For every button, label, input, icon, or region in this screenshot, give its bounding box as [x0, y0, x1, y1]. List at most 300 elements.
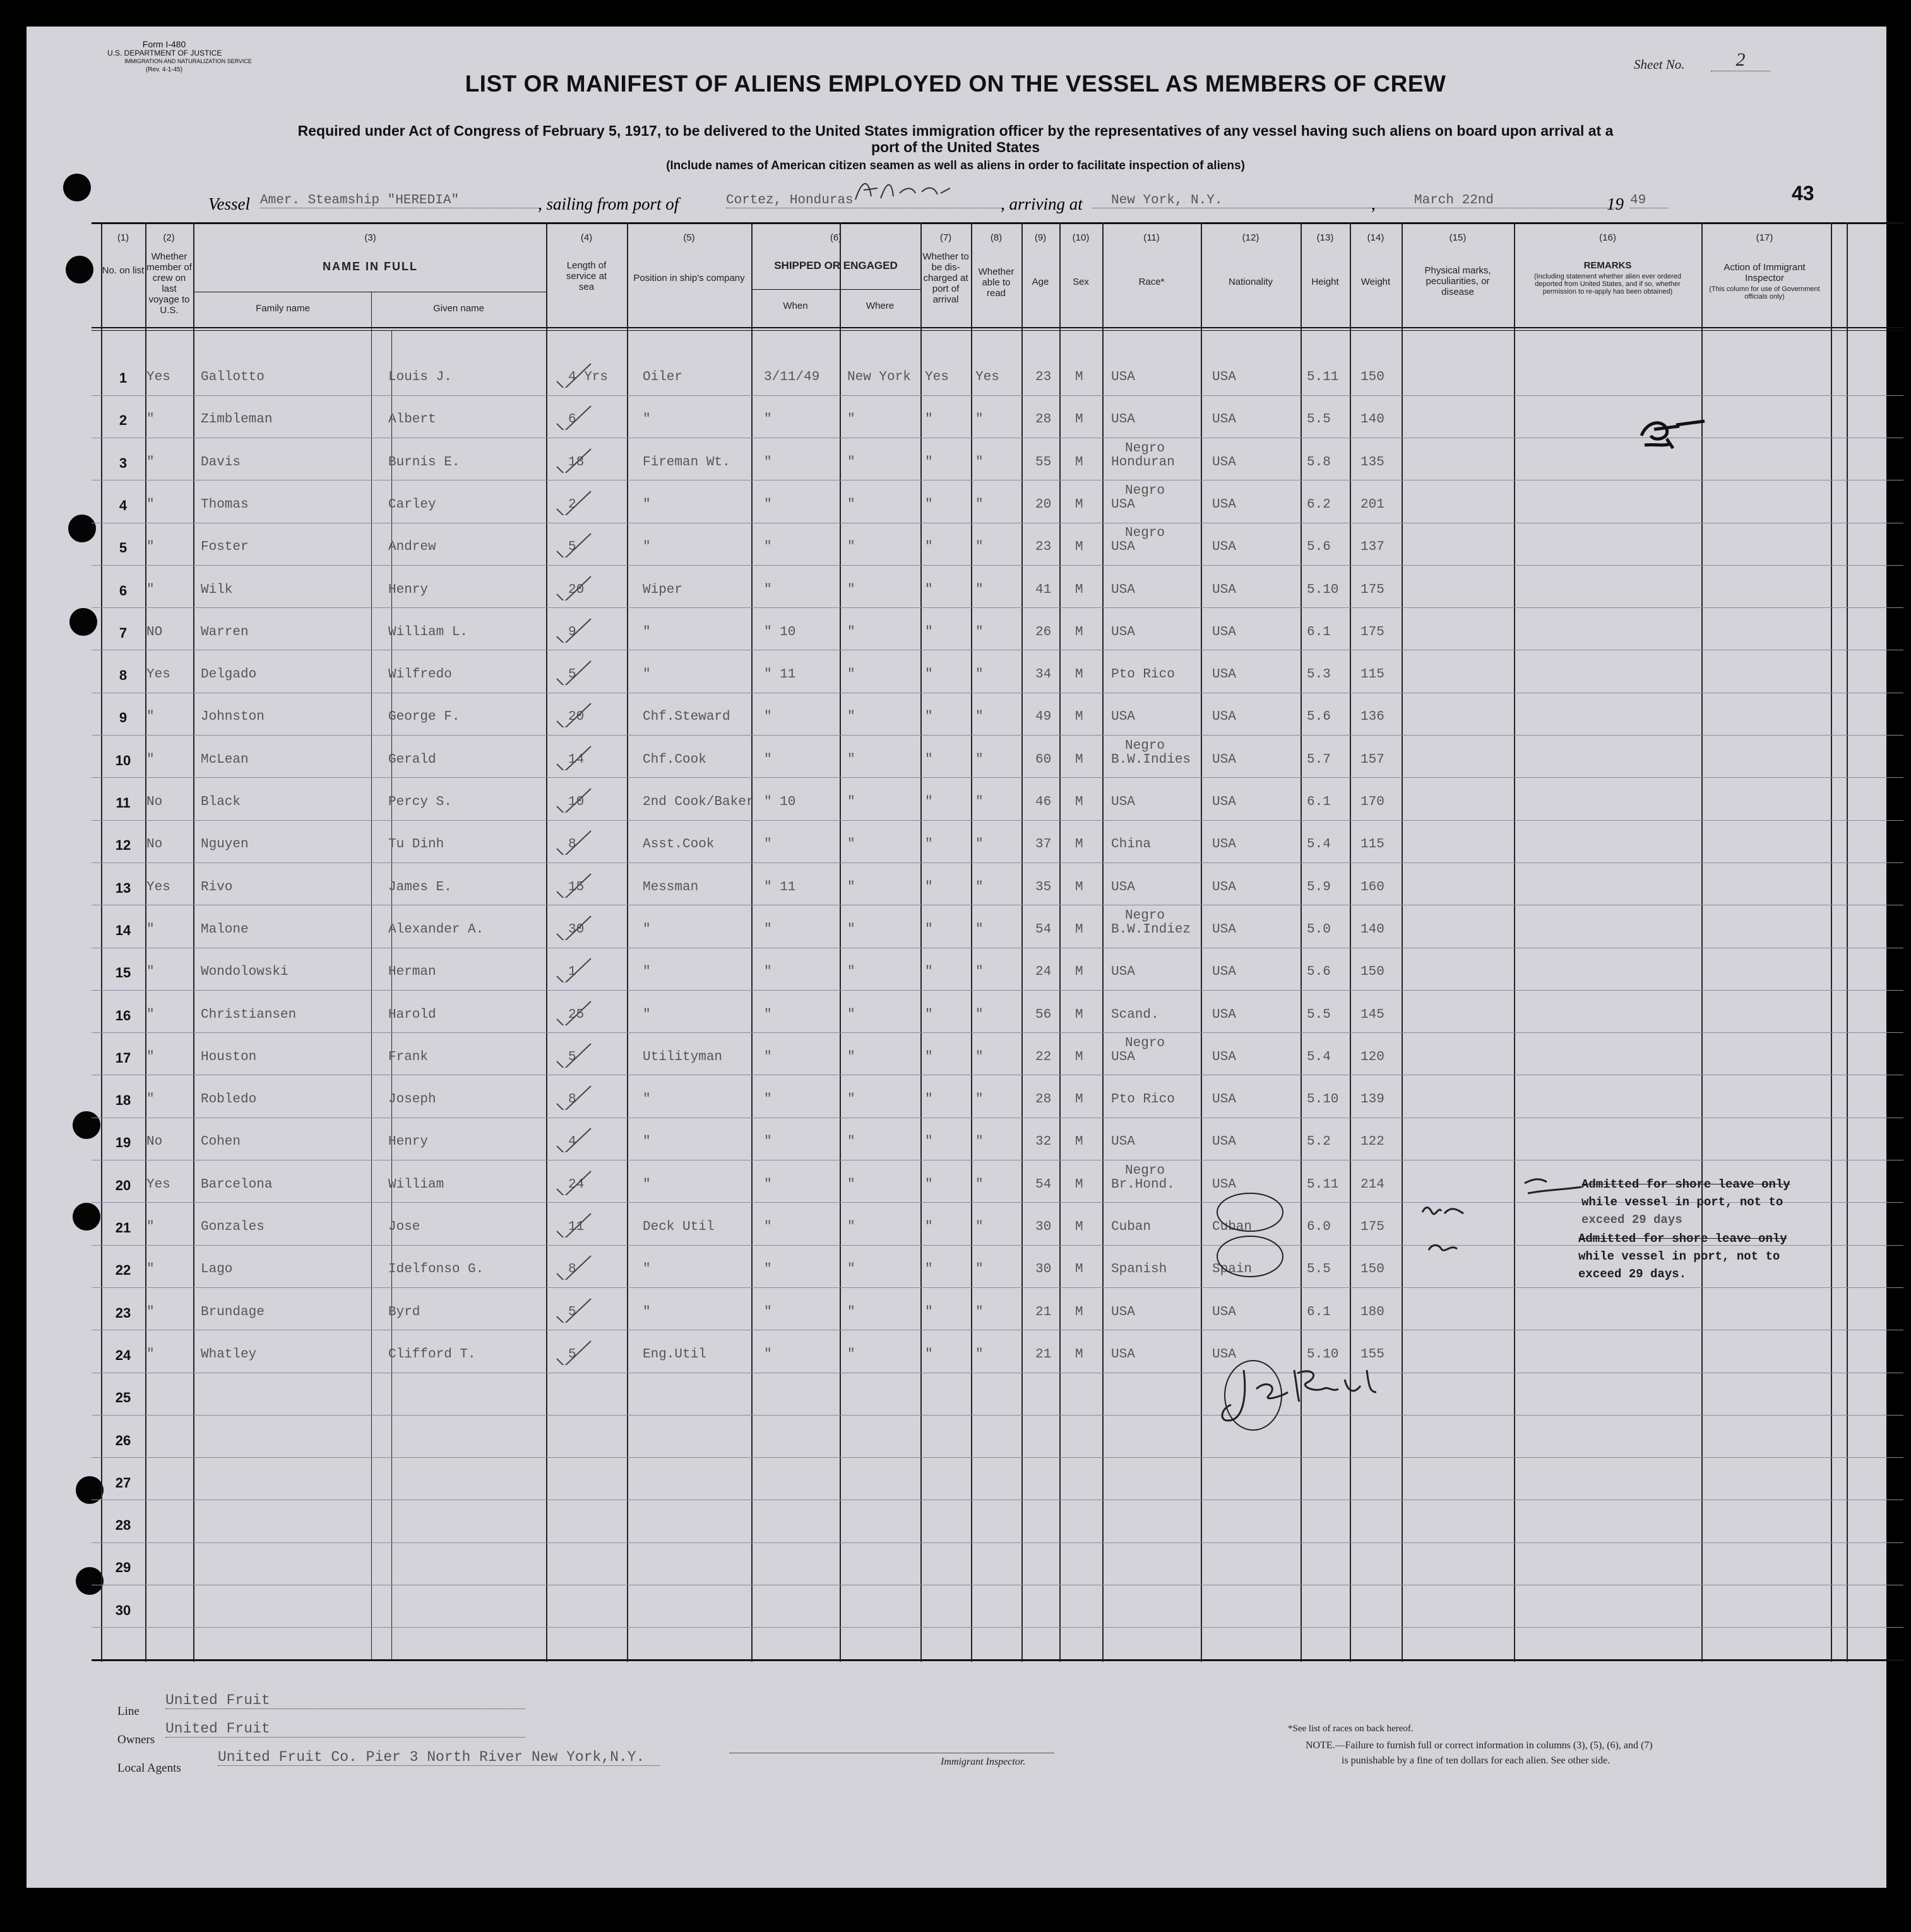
cell-given-name: Joseph [388, 1092, 436, 1107]
cell-last-voyage: " [146, 1007, 155, 1022]
row-number: 26 [115, 1432, 131, 1448]
cell-shipped-when: " [764, 1092, 772, 1107]
cell-service-length: 5 [568, 667, 576, 683]
shore-leave-stamp-2 [1578, 1230, 1787, 1283]
cell-sex: M [1075, 667, 1083, 683]
cell-race: Honduran [1111, 455, 1175, 470]
cell-height: 6.1 [1307, 1304, 1331, 1320]
stamp-line: Admitted for shore leave only [1578, 1232, 1787, 1246]
cell-position: Deck Util [643, 1220, 715, 1234]
cell-last-voyage: Yes [146, 667, 170, 683]
cell-nationality: USA [1212, 1135, 1236, 1150]
check-mark-icon [556, 830, 600, 855]
cell-discharged: " [925, 1347, 933, 1362]
cell-shipped-where: " [847, 412, 855, 427]
cell-weight: 180 [1360, 1304, 1384, 1320]
cell-able-to-read: " [975, 1049, 984, 1064]
cell-shipped-where: " [847, 455, 855, 470]
department: U.S. DEPARTMENT OF JUSTICE [107, 49, 222, 57]
cell-able-to-read: " [975, 497, 984, 512]
cell-able-to-read: " [975, 1347, 984, 1362]
cell-shipped-when: 3/11/49 [764, 370, 820, 385]
cell-able-to-read: " [975, 1007, 984, 1022]
cell-sex: M [1075, 1049, 1083, 1064]
column-rule [1201, 222, 1202, 1662]
cell-family-name: Gonzales [201, 1220, 265, 1234]
cell-weight: 115 [1360, 667, 1384, 683]
cell-race: USA [1111, 370, 1135, 385]
cell-height: 5.6 [1307, 710, 1331, 725]
cell-position: " [643, 1262, 651, 1277]
punch-hole [63, 174, 91, 201]
cell-position: " [643, 1177, 651, 1192]
check-mark-icon [556, 1212, 600, 1237]
row-number: 29 [115, 1559, 131, 1576]
cell-age: 21 [1035, 1304, 1052, 1320]
cell-position: Asst.Cook [643, 837, 715, 852]
col-num-16: (16) [1599, 232, 1616, 243]
row-rule [92, 1032, 1903, 1033]
cell-age: 54 [1035, 922, 1052, 937]
row-rule [92, 1627, 1903, 1628]
cell-able-to-read: " [975, 412, 984, 427]
cell-shipped-when: " 10 [764, 624, 796, 640]
cell-discharged: " [925, 667, 933, 683]
cell-shipped-where: New York [847, 370, 911, 385]
cell-service-length: 10 [568, 795, 585, 809]
cell-nationality: USA [1212, 795, 1236, 809]
revision: (Rev. 4-1-45) [145, 66, 183, 73]
from-port: Cortez, Honduras [726, 193, 1004, 208]
cell-discharged: " [925, 1177, 933, 1192]
cell-able-to-read: " [975, 540, 984, 555]
arriving-port: New York, N.Y. [1092, 193, 1389, 208]
cell-family-name: Black [201, 795, 241, 809]
shore-leave-stamp [1581, 1176, 1790, 1229]
cell-service-length: 6 [568, 412, 576, 427]
cell-weight: 155 [1360, 1347, 1384, 1362]
cell-height: 5.10 [1307, 582, 1339, 597]
cell-given-name: Henry [388, 1135, 429, 1150]
table-top-rule [92, 222, 1903, 224]
cell-discharged: " [925, 1304, 933, 1320]
col-head-inspector: Action of Immigrant Inspector [1723, 262, 1806, 283]
cell-race: USA [1111, 412, 1135, 427]
penalty-note: NOTE.—Failure to furnish full or correct information in columns (3), (5), (6), and (7) [1306, 1740, 1653, 1751]
cell-shipped-when: " [764, 455, 772, 470]
col-num-3: (3) [364, 232, 376, 243]
cell-sex: M [1075, 1177, 1083, 1192]
cell-race: USA [1111, 1304, 1135, 1320]
cell-last-voyage: " [146, 1049, 155, 1064]
cell-shipped-when: " [764, 965, 772, 980]
column-rule [627, 222, 628, 1662]
cell-shipped-when: " [764, 1347, 772, 1362]
column-rule [1831, 222, 1832, 1662]
cell-weight: 150 [1360, 1262, 1384, 1277]
row-number: 13 [115, 880, 131, 896]
cell-race: USA [1111, 624, 1135, 640]
cell-sex: M [1075, 965, 1083, 980]
cell-position: " [643, 965, 651, 980]
cell-shipped-where: " [847, 624, 855, 640]
name-subrule [391, 331, 392, 1659]
page-number: 43 [1792, 182, 1814, 205]
cell-service-length: 25 [568, 1007, 585, 1022]
col-head-inspector-note: (This column for use of Government officials only) [1709, 285, 1820, 301]
cell-race: USA [1111, 1135, 1135, 1150]
row-rule [92, 862, 1903, 863]
cell-discharged: " [925, 1007, 933, 1022]
sailing-label: , sailing from port of [538, 194, 679, 213]
col-head-where: Where [866, 301, 895, 311]
column-rule [1847, 222, 1848, 1662]
cell-given-name: Wilfredo [388, 667, 452, 683]
row-number: 24 [115, 1347, 131, 1363]
cell-shipped-where: " [847, 1049, 855, 1064]
cell-position: " [643, 922, 651, 937]
stamp-line: exceed 29 days [1581, 1213, 1682, 1227]
cell-family-name: Wondolowski [201, 965, 289, 980]
shipped-header-rule [751, 289, 920, 290]
row-number: 2 [119, 412, 128, 429]
cell-sex: M [1075, 710, 1083, 725]
cell-able-to-read: " [975, 1135, 984, 1150]
col-num-6: (6) [830, 232, 842, 243]
cell-sex: M [1075, 1304, 1083, 1320]
cell-race: USA [1111, 880, 1135, 895]
cell-shipped-where: " [847, 1007, 855, 1022]
form-instruction: (Include names of American citizen seamen as well as aliens in order to facilitate inspection of aliens) [666, 159, 1245, 172]
cell-position: Wiper [643, 582, 683, 597]
col-head-physical-marks: Physical marks, peculiarities, or disease [1424, 265, 1491, 297]
cell-nationality: Cuban [1212, 1220, 1253, 1234]
cell-last-voyage: No [146, 837, 163, 852]
signature [1218, 1357, 1427, 1440]
check-mark-icon [556, 873, 600, 898]
cell-family-name: Nguyen [201, 837, 249, 852]
cell-sex: M [1075, 370, 1083, 385]
cell-shipped-when: " 11 [764, 667, 796, 683]
cell-nationality: USA [1212, 624, 1236, 640]
cell-nationality: USA [1212, 880, 1236, 895]
cell-position: Messman [643, 880, 699, 895]
cell-last-voyage: Yes [146, 370, 170, 385]
cell-family-name: Johnston [201, 710, 265, 725]
races-note: *See list of races on back hereof. [1288, 1724, 1414, 1734]
cell-service-length: 30 [568, 922, 585, 937]
cell-weight: 157 [1360, 752, 1384, 767]
cell-last-voyage: NO [146, 624, 163, 640]
cell-sex: M [1075, 922, 1083, 937]
cell-shipped-where: " [847, 1262, 855, 1277]
cell-shipped-where: " [847, 667, 855, 683]
cell-able-to-read: " [975, 624, 984, 640]
cell-last-voyage: " [146, 540, 155, 555]
cell-service-length: 4 Yrs [568, 370, 609, 385]
cell-service-length: 5 [568, 540, 576, 555]
cell-able-to-read: " [975, 667, 984, 683]
col-head-weight: Weight [1360, 277, 1391, 287]
cell-position: " [643, 1092, 651, 1107]
given-name-rule [371, 292, 372, 1659]
cell-last-voyage: Yes [146, 880, 170, 895]
cell-shipped-where: " [847, 837, 855, 852]
cell-family-name: Davis [201, 455, 241, 470]
cell-height: 5.6 [1307, 540, 1331, 555]
cell-position: Utilityman [643, 1049, 723, 1064]
row-number: 25 [115, 1390, 131, 1406]
col-head-remarks-note: (Including statement whether alien ever ordered deported from United States, and if so, whether permission to re-apply has been obtained) [1534, 273, 1681, 295]
cell-shipped-when: " [764, 922, 772, 937]
footer-agents: United Fruit Co. Pier 3 North River New York,N.Y. [218, 1749, 660, 1766]
form-number: Form I-480 [142, 39, 186, 49]
sheet-number-value: 2 [1711, 49, 1770, 71]
cell-given-name: Harold [388, 1007, 436, 1022]
cell-nationality: USA [1212, 667, 1236, 683]
row-rule [92, 777, 1903, 778]
cell-last-voyage: No [146, 1135, 163, 1150]
cell-service-length: 14 [568, 752, 585, 767]
cell-able-to-read: " [975, 965, 984, 980]
check-mark-icon [556, 532, 600, 558]
cell-last-voyage: " [146, 1304, 155, 1320]
cell-service-length: 8 [568, 1092, 576, 1107]
cell-sex: M [1075, 1220, 1083, 1234]
cell-position: 2nd Cook/Baker [643, 795, 754, 809]
check-mark-icon [556, 1042, 600, 1068]
check-mark-icon [556, 745, 600, 770]
col-num-11: (11) [1143, 232, 1160, 243]
cell-age: 46 [1035, 795, 1052, 809]
row-number: 19 [115, 1135, 131, 1151]
cell-height: 5.11 [1307, 1177, 1339, 1192]
cell-shipped-when: " [764, 1135, 772, 1150]
cell-race: B.W.Indies [1111, 752, 1191, 767]
cell-discharged: " [925, 455, 933, 470]
col-num-1: (1) [117, 232, 129, 243]
cell-family-name: Barcelona [201, 1177, 273, 1192]
cell-height: 6.1 [1307, 624, 1331, 640]
cell-height: 5.3 [1307, 667, 1331, 683]
cell-race: Spanish [1111, 1262, 1167, 1277]
vessel-name: Amer. Steamship "HEREDIA" [260, 193, 541, 208]
check-mark-icon [556, 1340, 600, 1365]
footer-line: United Fruit [165, 1692, 525, 1709]
cell-given-name: Percy S. [388, 795, 452, 809]
cell-family-name: Christiansen [201, 1007, 297, 1022]
col-head-shipped: SHIPPED OR ENGAGED [774, 259, 898, 271]
cell-age: 54 [1035, 1177, 1052, 1192]
cell-given-name: Frank [388, 1049, 429, 1064]
cell-age: 23 [1035, 540, 1052, 555]
cell-shipped-where: " [847, 1135, 855, 1150]
cell-sex: M [1075, 880, 1083, 895]
cell-family-name: Thomas [201, 497, 249, 512]
sheet-number-label: Sheet No. [1634, 57, 1685, 72]
cell-family-name: Warren [201, 624, 249, 640]
cell-last-voyage: No [146, 795, 163, 809]
cell-height: 5.10 [1307, 1347, 1339, 1362]
check-mark-icon [556, 915, 600, 940]
cell-family-name: Delgado [201, 667, 257, 683]
footer-owners: United Fruit [165, 1720, 525, 1738]
cell-race: B.W.Indiez [1111, 922, 1191, 937]
row-number: 3 [119, 455, 128, 471]
cell-race: USA [1111, 965, 1135, 980]
col-head-service: Length of service at sea [566, 260, 607, 292]
cell-race-qualifier: Negro [1125, 738, 1165, 753]
row-number: 23 [115, 1304, 131, 1321]
row-number: 5 [119, 540, 128, 556]
check-mark-icon [556, 1297, 600, 1323]
cell-able-to-read: " [975, 880, 984, 895]
cell-age: 49 [1035, 710, 1052, 725]
row-rule [92, 735, 1903, 736]
cell-age: 20 [1035, 497, 1052, 512]
cell-discharged: " [925, 1092, 933, 1107]
col-num-7: (7) [939, 232, 952, 243]
row-number: 10 [115, 752, 131, 768]
cell-nationality: USA [1212, 540, 1236, 555]
cell-given-name: Idelfonso G. [388, 1262, 484, 1277]
cell-nationality: USA [1212, 1347, 1236, 1362]
cell-last-voyage: Yes [146, 1177, 170, 1192]
check-mark-icon [556, 490, 600, 515]
cell-shipped-when: " [764, 1049, 772, 1064]
column-rule [1102, 222, 1104, 1662]
check-mark-icon [556, 362, 600, 388]
year-prefix: 19 [1607, 194, 1624, 213]
cell-able-to-read: " [975, 710, 984, 725]
cell-height: 5.5 [1307, 1007, 1331, 1022]
col-head-last-voyage: Whether member of crew on last voyage to U.S. [146, 251, 192, 316]
cell-age: 34 [1035, 667, 1052, 683]
cell-given-name: Alexander A. [388, 922, 484, 937]
cell-shipped-when: " [764, 540, 772, 555]
cell-race-qualifier: Negro [1125, 526, 1165, 541]
cell-service-length: 11 [568, 1220, 585, 1234]
cell-able-to-read: " [975, 1304, 984, 1320]
comma: , [1371, 194, 1376, 213]
cell-given-name: Clifford T. [388, 1347, 476, 1362]
cell-sex: M [1075, 1007, 1083, 1022]
stamp-line: while vessel in port, not to [1581, 1195, 1783, 1209]
cell-height: 6.0 [1307, 1220, 1331, 1234]
check-mark-icon [556, 1255, 600, 1280]
col-num-4: (4) [580, 232, 593, 243]
cell-shipped-where: " [847, 1177, 855, 1192]
col-head-read: Whether able to read [978, 266, 1015, 299]
cell-able-to-read: " [975, 922, 984, 937]
col-head-given-name: Given name [433, 303, 484, 314]
cell-shipped-when: " 10 [764, 795, 796, 809]
stamp-line: exceed 29 days. [1578, 1267, 1687, 1281]
row-number: 20 [115, 1177, 131, 1193]
cell-race-qualifier: Negro [1125, 908, 1165, 923]
check-mark-icon [556, 1000, 600, 1025]
cell-discharged: " [925, 1049, 933, 1064]
cell-race: Pto Rico [1111, 1092, 1175, 1107]
handwritten-date-mark [852, 174, 953, 206]
cell-service-length: 20 [568, 710, 585, 725]
cell-weight: 160 [1360, 880, 1384, 895]
cell-age: 56 [1035, 1007, 1052, 1022]
cell-able-to-read: " [975, 795, 984, 809]
cell-last-voyage: " [146, 412, 155, 427]
row-number: 11 [116, 795, 131, 811]
cell-shipped-where: " [847, 1092, 855, 1107]
cell-nationality: USA [1212, 710, 1236, 725]
cell-height: 5.8 [1307, 455, 1331, 470]
cell-family-name: Brundage [201, 1304, 265, 1320]
cell-shipped-where: " [847, 540, 855, 555]
cell-weight: 150 [1360, 965, 1384, 980]
col-num-10: (10) [1072, 232, 1090, 243]
cell-service-length: 20 [568, 582, 585, 597]
cell-family-name: McLean [201, 752, 249, 767]
punch-hole [66, 256, 93, 283]
cell-shipped-when: " [764, 1177, 772, 1192]
cell-nationality: USA [1212, 497, 1236, 512]
col-head-age: Age [1032, 277, 1049, 287]
column-rule [1301, 222, 1302, 1662]
cell-weight: 120 [1360, 1049, 1384, 1064]
cell-discharged: " [925, 1262, 933, 1277]
row-number: 7 [119, 624, 128, 641]
col-head-race: Race* [1138, 277, 1165, 287]
punch-hole [69, 608, 97, 636]
cell-race: Scand. [1111, 1007, 1159, 1022]
cell-race-qualifier: Negro [1125, 483, 1165, 498]
punch-hole [76, 1567, 104, 1595]
cell-last-voyage: " [146, 922, 155, 937]
cell-age: 32 [1035, 1135, 1052, 1150]
column-rule [840, 222, 841, 1662]
stamp-line: while vessel in port, not to [1578, 1249, 1780, 1263]
punch-hole [73, 1111, 100, 1139]
cell-weight: 115 [1360, 837, 1384, 852]
cell-shipped-where: " [847, 880, 855, 895]
cell-service-length: 9 [568, 624, 576, 640]
cell-last-voyage: " [146, 1092, 155, 1107]
cell-height: 5.9 [1307, 880, 1331, 895]
cell-service-length: 8 [568, 837, 576, 852]
cell-service-length: 15 [568, 880, 585, 895]
col-num-5: (5) [683, 232, 695, 243]
cell-height: 5.6 [1307, 965, 1331, 980]
stamp-line: Admitted for shore leave only [1581, 1178, 1790, 1191]
cell-weight: 170 [1360, 795, 1384, 809]
cell-shipped-where: " [847, 795, 855, 809]
handwritten-initials [1419, 1200, 1470, 1263]
row-rule [92, 820, 1903, 821]
cell-family-name: Robledo [201, 1092, 257, 1107]
form-subtitle: Required under Act of Congress of February 5, 1917, to be delivered to the United States immigration officer by the representatives of any vessel having such aliens on board upon arrival at a [297, 122, 1614, 139]
row-number: 27 [115, 1474, 131, 1491]
cell-able-to-read: " [975, 837, 984, 852]
cell-age: 21 [1035, 1347, 1052, 1362]
cell-shipped-when: " [764, 837, 772, 852]
cell-service-length: 18 [568, 455, 585, 470]
cell-nationality: USA [1212, 965, 1236, 980]
cell-given-name: George F. [388, 710, 460, 725]
cell-height: 5.11 [1307, 370, 1339, 385]
cell-age: 37 [1035, 837, 1052, 852]
row-number: 15 [115, 965, 131, 981]
row-rule [92, 1287, 1903, 1288]
col-num-14: (14) [1367, 232, 1384, 243]
